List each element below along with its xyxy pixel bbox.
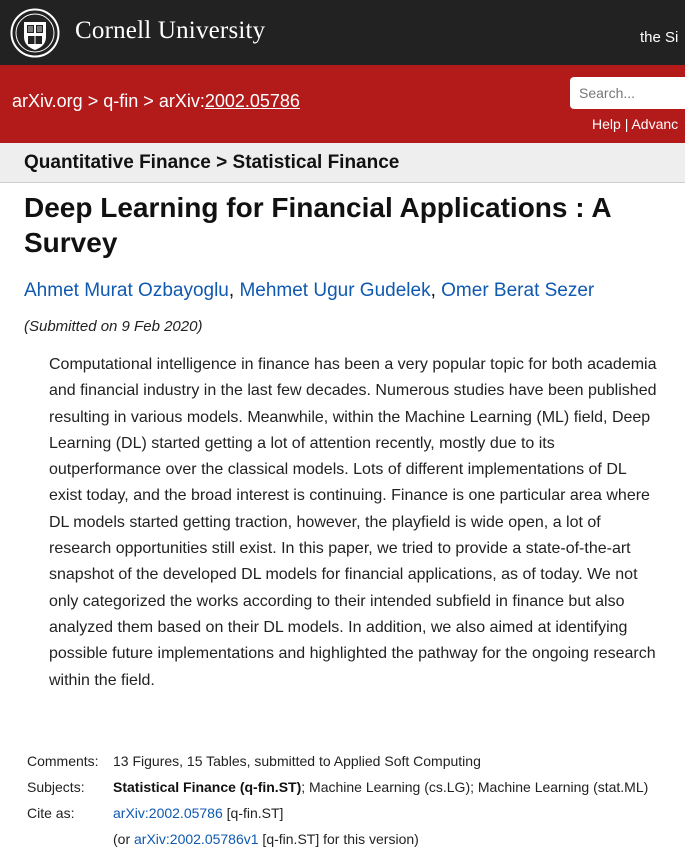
advanced-search-link[interactable]: Advanc <box>631 116 679 132</box>
search-input[interactable]: Search... <box>570 77 685 109</box>
primary-subject: Statistical Finance (q-fin.ST) <box>113 779 302 795</box>
subjects-value <box>113 779 648 795</box>
breadcrumb <box>12 91 300 112</box>
help-links <box>592 116 678 132</box>
author-separator: , <box>228 280 240 301</box>
cite-value <box>113 805 283 821</box>
breadcrumb-separator: > <box>143 91 154 111</box>
institution-name[interactable]: Cornell University <box>75 17 266 44</box>
version-value <box>113 831 419 847</box>
help-link[interactable]: Help <box>592 116 621 132</box>
version-prefix: (or <box>113 831 134 847</box>
version-suffix: [q-fin.ST] for this version) <box>258 831 419 847</box>
subjects-label: Subjects: <box>27 779 85 795</box>
help-separator: | <box>624 116 629 132</box>
author-link[interactable]: Ahmet Murat Ozbayoglu <box>24 280 229 301</box>
breadcrumb-separator: > <box>87 91 99 111</box>
comments-value: 13 Figures, 15 Tables, submitted to Applied Soft Computing <box>113 753 481 769</box>
breadcrumb-id-prefix: arXiv: <box>158 91 205 111</box>
cite-suffix: [q-fin.ST] <box>222 805 284 821</box>
submission-date: (Submitted on 9 Feb 2020) <box>24 318 203 335</box>
cite-link[interactable]: arXiv:2002.05786 <box>113 805 223 821</box>
comments-label: Comments: <box>27 753 99 769</box>
breadcrumb-arxiv-link[interactable]: arXiv.org <box>12 91 83 111</box>
acknowledgement-text[interactable]: the Si <box>640 29 679 46</box>
author-link[interactable]: Mehmet Ugur Gudelek <box>239 280 431 301</box>
cite-label: Cite as: <box>27 805 75 821</box>
secondary-subjects: ; Machine Learning (cs.LG); Machine Learning (stat.ML) <box>301 779 649 795</box>
breadcrumb-paper-id[interactable]: 2002.05786 <box>204 91 300 111</box>
cornell-seal-icon[interactable] <box>10 8 60 58</box>
breadcrumb-category-link[interactable]: q-fin <box>103 91 139 111</box>
author-link[interactable]: Omer Berat Sezer <box>441 280 595 301</box>
paper-title: Deep Learning for Financial Applications : A Survey <box>24 192 611 258</box>
institution-banner <box>0 0 685 65</box>
author-list <box>24 280 594 302</box>
abstract: Computational intelligence in finance has been a very popular topic for both academia and financial industry in the last few decades. Numerous studies have been published resulting in various models. Meanwhile, within the Machine Learning (ML) field, Deep Learning (DL) started getting a lot of attention recently, mostly due to its outperformance over the classical models. Lots of different implementations of DL exist today, and the broad interest is continuing. Finance is one particular area where DL models started getting traction, however, the playfield is wide open, a lot of research opportunities still exist. In this paper, we tried to provide a state-of-the-art snapshot of the developed DL models for financial applications, as of today. We not only categorized the works according to their intended subfield in finance but also analyzed them based on their DL models. In addition, we also aimed at identifying possible future implementations and highlighted the pathway for the ongoing research within the field. <box>49 356 657 689</box>
version-link[interactable]: arXiv:2002.05786v1 <box>134 831 259 847</box>
subject-header-bar <box>0 143 685 183</box>
author-separator: , <box>430 280 442 301</box>
subject-header: Quantitative Finance > Statistical Finance <box>24 152 400 173</box>
